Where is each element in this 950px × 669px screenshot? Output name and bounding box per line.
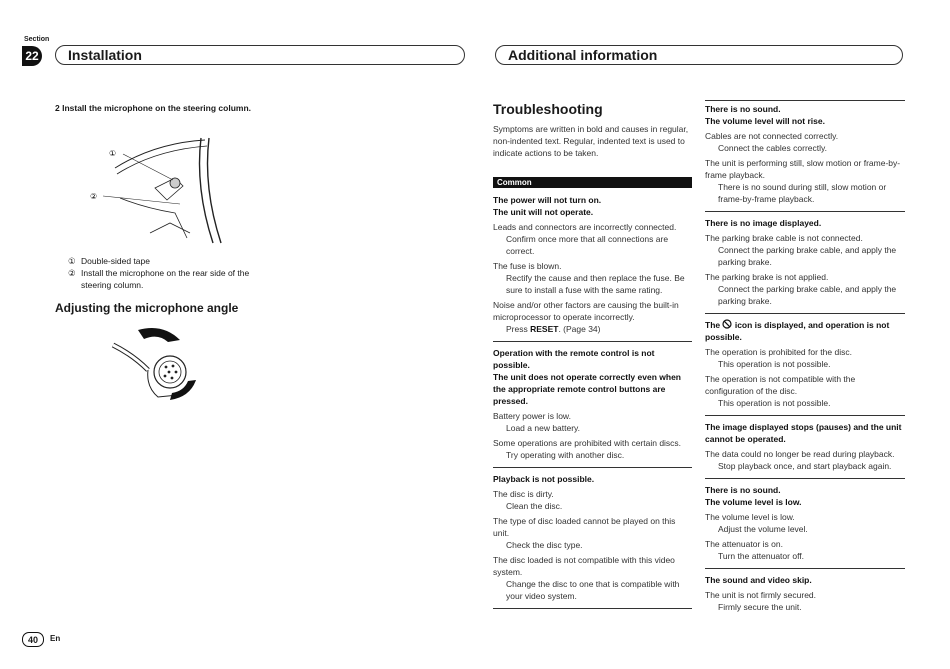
action: Stop playback once, and start playback again. [718,461,892,471]
action: This operation is not possible. [718,398,831,408]
action: Rectify the cause and then replace the fuse. Be sure to install a fuse with the same rating. [506,273,685,295]
callout-1: ① [109,149,117,158]
trouble-block [705,574,905,617]
installation-header [55,45,465,65]
cause: The unit is performing still, slow motion or frame-by-frame playback. [705,158,901,180]
steering-column-illustration [90,138,225,253]
action: Connect the parking brake cable, and apply the parking brake. [718,245,897,267]
additional-info-title: Additional information [508,47,658,63]
additional-info-header [495,45,903,65]
trouble-block [705,484,905,569]
cause: The data could no longer be read during playback. [705,449,895,459]
note-mark: ① [68,256,76,266]
action: Turn the attenuator off. [718,551,805,561]
troubleshooting-right-column [705,100,905,617]
reset-keyword: RESET [530,324,559,334]
symptom-line: There is no image displayed. [705,218,822,228]
symptom-suffix: icon is displayed, and operation is not possible. [705,320,890,342]
action: Try operating with another disc. [506,450,625,460]
cause: The disc is dirty. [493,489,554,499]
action-suffix: . (Page 34) [558,324,601,334]
cause: Some operations are prohibited with certain discs. [493,438,682,448]
symptom-line: The unit will not operate. [493,207,594,217]
action [493,323,692,335]
trouble-block [705,101,905,212]
installation-title: Installation [68,47,142,63]
symptom-line: There is no sound. [705,104,781,114]
cause: Leads and connectors are incorrectly connected. [493,222,677,232]
symptom-line: The volume level will not rise. [705,116,825,126]
cause: The parking brake is not applied. [705,272,829,282]
action-prefix: Press [506,324,531,334]
symptom-line: The volume level is low. [705,497,802,507]
cause: The fuse is blown. [493,261,562,271]
cause: The operation is prohibited for the disc. [705,347,852,357]
trouble-block [493,194,692,342]
action: Confirm once more that all connections are correct. [506,234,669,256]
action: Clean the disc. [506,501,563,511]
cause: The unit is not firmly secured. [705,590,817,600]
common-section-bar: Common [493,177,692,188]
symptom-line: The power will not turn on. [493,195,602,205]
action: Change the disc to one that is compatible with your video system. [506,579,680,601]
cause: Cables are not connected correctly. [705,131,839,141]
prohibited-icon [722,320,732,330]
cause: The operation is not compatible with the configuration of the disc. [705,374,856,396]
action: Connect the cables correctly. [718,143,827,153]
symptom [705,217,905,229]
symptom [705,574,905,586]
cause: The volume level is low. [705,512,795,522]
action: This operation is not possible. [718,359,831,369]
action: Connect the parking brake cable, and apply the parking brake. [718,284,897,306]
action: Check the disc type. [506,540,583,550]
section-label: Section [24,36,50,43]
page-number: 40 [22,632,44,647]
action: Load a new battery. [506,423,581,433]
note-mark: ② [68,268,76,278]
troubleshooting-middle-column [493,194,692,614]
note-item [68,255,268,267]
symptom [493,347,692,407]
note-text: Double-sided tape [81,256,150,266]
trouble-block [705,421,905,479]
section-number: 22 [22,46,42,66]
trouble-block [705,319,905,416]
symptom-line: The image displayed stops (pauses) and the unit cannot be operated. [705,422,902,444]
installation-notes [68,255,268,291]
note-item [68,267,268,291]
cause: The parking brake cable is not connected. [705,233,863,243]
trouble-block [493,473,692,609]
action: There is no sound during still, slow motion or frame-by-frame playback. [718,182,887,204]
symptom [705,103,905,127]
action: Firmly secure the unit. [718,602,802,612]
callout-2: ② [90,192,98,201]
troubleshooting-intro: Symptoms are written in bold and causes in regular, non-indented text. Regular, indented text is used to indicate actions to be taken. [493,124,689,158]
symptom-line: Operation with the remote control is not possible. [493,348,655,370]
symptom-line: There is no sound. [705,485,781,495]
language-label: En [50,634,61,643]
symptom-line: The sound and video skip. [705,575,812,585]
troubleshooting-title: Troubleshooting [493,101,603,117]
action: Adjust the volume level. [718,524,808,534]
microphone-angle-illustration [108,325,203,410]
symptom [705,484,905,508]
symptom [493,194,692,218]
cause: The attenuator is on. [705,539,783,549]
cause: The type of disc loaded cannot be played on this unit. [493,516,676,538]
step-title: 2 Install the microphone on the steering column. [55,103,251,113]
symptom-prefix: The [705,320,723,330]
symptom-line: The unit does not operate correctly even when the appropriate remote control buttons are pressed. [493,372,681,406]
symptom [705,319,905,343]
note-text: Install the microphone on the rear side of the steering column. [81,268,250,290]
symptom [705,421,905,445]
microphone-angle-heading: Adjusting the microphone angle [55,301,239,315]
cause: Battery power is low. [493,411,571,421]
symptom-line: Playback is not possible. [493,474,595,484]
cause: The disc loaded is not compatible with this video system. [493,555,675,577]
trouble-block [705,217,905,314]
symptom [493,473,692,485]
trouble-block [493,347,692,468]
cause: Noise and/or other factors are causing the built-in microprocessor to operate incorrectly. [493,300,679,322]
